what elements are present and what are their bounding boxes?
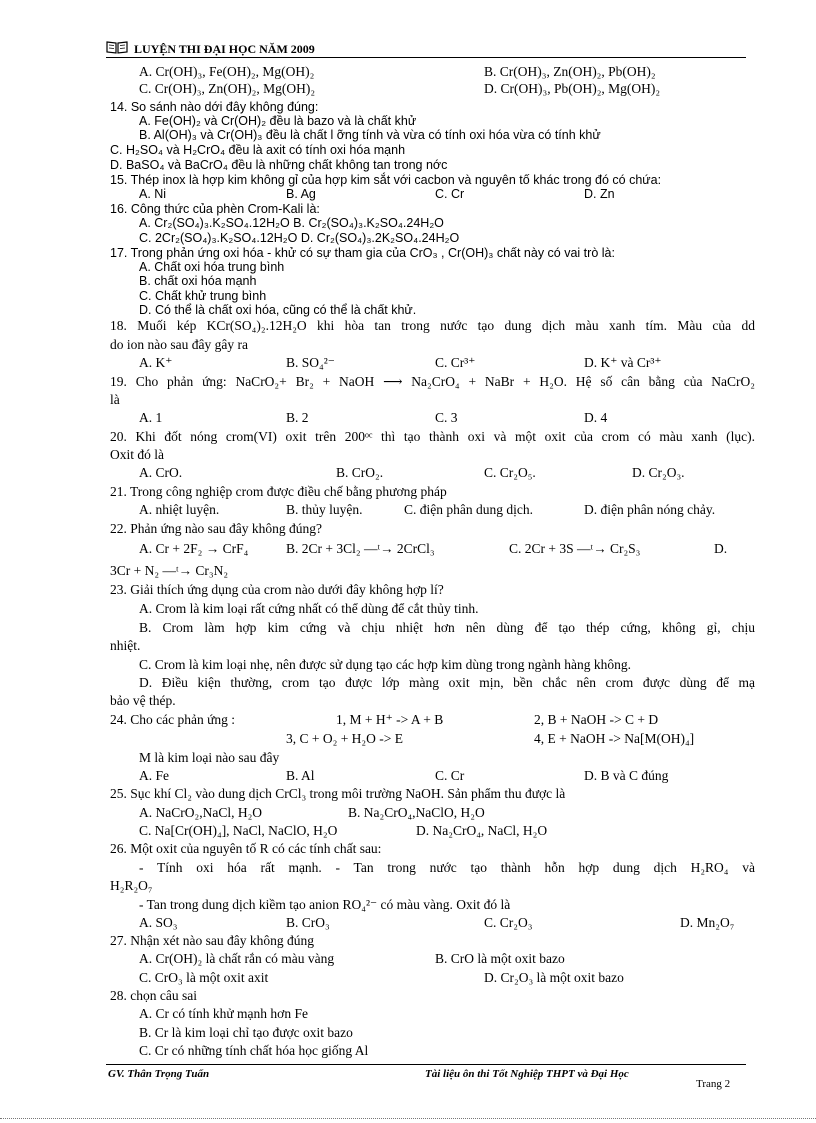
q26-option-d: D. Mn₂O₇ — [680, 915, 735, 930]
q18-option-b: B. SO₄²⁻ — [286, 355, 335, 370]
q26-property-2: - Tan trong dung dịch kiềm tạo anion RO₄²⁻ có màu vàng. Oxit đó là — [139, 897, 511, 912]
q22-option-b: B. 2Cr + 3Cl₂ —ᵗ→ 2CrCl₃ — [286, 541, 435, 556]
q21-option-a: A. nhiệt luyện. — [139, 502, 220, 517]
q26-property-1-line2: H₂R₂O₇ — [110, 878, 153, 893]
q23-option-c: C. Crom là kim loại nhẹ, nên được sử dụng tạo các hợp kim dùng trong ngành hàng không. — [139, 657, 631, 672]
q27-option-b: B. CrO là một oxit bazo — [435, 951, 565, 966]
q28-option-c: C. Cr có những tính chất hóa học giống Al — [139, 1043, 369, 1058]
q16-options-cd: C. 2Cr₂(SO₄)₃.K₂SO₄.12H₂O D. Cr₂(SO₄)₃.2K₂SO₄.24H₂O — [139, 231, 460, 245]
q26-property-1: - Tính oxi hóa rất mạnh. - Tan trong nước tạo thành hỗn hợp dung dịch H₂RO₄ và — [139, 860, 755, 875]
q24-reaction-3: 3, C + O₂ + H₂O -> E — [286, 731, 403, 746]
q14-option-d: D. BaSO₄ và BaCrO₄ đều là những chất không tan trong nớc — [110, 158, 448, 172]
header-rule — [106, 57, 746, 58]
q19-option-b: B. 2 — [286, 410, 309, 425]
q23-option-d-line2: bảo vệ thép. — [110, 693, 176, 708]
q20-option-c: C. Cr₂O₅. — [484, 465, 536, 480]
q22-option-d: 3Cr + N₂ —ᵗ→ Cr₃N₂ — [110, 563, 229, 578]
book-icon — [106, 40, 128, 58]
q24-reaction-1: 1, M + H⁺ -> A + B — [336, 712, 444, 727]
q17-option-c: C. Chất khử trung bình — [139, 289, 267, 303]
q19-option-d: D. 4 — [584, 410, 608, 425]
q15-option-a: A. Ni — [139, 187, 167, 201]
q20-stem-line2: Oxit đó là — [110, 447, 164, 462]
q17-option-b: B. chất oxi hóa mạnh — [139, 274, 257, 288]
q15-stem: 15. Thép inox là hợp kim không gỉ của hợp kim sắt với cacbon và nguyên tố khác trong đó có chứa: — [110, 173, 662, 187]
q27-option-c: C. CrO₃ là một oxit axit — [139, 970, 269, 985]
q24-reaction-4: 4, E + NaOH -> Na[M(OH)₄] — [534, 731, 695, 746]
q27-option-a: A. Cr(OH)₂ là chất rắn có màu vàng — [139, 951, 335, 966]
q13-option-d: D. Cr(OH)₃, Pb(OH)₂, Mg(OH)₂ — [484, 81, 661, 96]
q24-reaction-2: 2, B + NaOH -> C + D — [534, 712, 659, 727]
q18-option-c: C. Cr³⁺ — [435, 355, 476, 370]
q21-option-d: D. điện phân nóng chảy. — [584, 502, 716, 517]
q16-stem: 16. Công thức của phèn Crom-Kali là: — [110, 202, 320, 216]
q23-stem: 23. Giải thích ứng dụng của crom nào dưới đây không hợp lí? — [110, 582, 444, 597]
q27-option-d: D. Cr₂O₃ là một oxit bazo — [484, 970, 624, 985]
q23-option-b-line2: nhiệt. — [110, 638, 141, 653]
q17-stem: 17. Trong phản ứng oxi hóa - khử có sự tham gia của CrO₃ , Cr(OH)₃ chất này có vai trò là: — [110, 246, 615, 260]
q26-stem: 26. Một oxit của nguyên tố R có các tính chất sau: — [110, 841, 382, 856]
q22-option-c: C. 2Cr + 3S —ᵗ→ Cr₂S₃ — [509, 541, 641, 556]
q28-option-b: B. Cr là kim loại chỉ tạo được oxit bazo — [139, 1025, 353, 1040]
q28-option-a: A. Cr có tính khử mạnh hơn Fe — [139, 1006, 308, 1021]
q20-stem-line1: 20. Khi đốt nóng crom(VI) oxit trên 200ᵒᶜ thì tạo thành oxi và một oxit của crom có màu xanh (lục). — [110, 429, 755, 444]
q26-option-c: C. Cr₂O₃ — [484, 915, 533, 930]
q15-option-d: D. Zn — [584, 187, 615, 201]
q25-option-a: A. NaCrO₂,NaCl, H₂O — [139, 805, 263, 820]
q21-option-b: B. thủy luyện. — [286, 502, 363, 517]
footer-rule — [106, 1064, 746, 1065]
q26-option-b: B. CrO₃ — [286, 915, 330, 930]
q13-option-c: C. Cr(OH)₃, Zn(OH)₂, Mg(OH)₂ — [139, 81, 316, 96]
q27-stem: 27. Nhận xét nào sau đây không đúng — [110, 933, 314, 948]
q14-option-a: A. Fe(OH)₂ và Cr(OH)₂ đều là bazo và là chất khử — [139, 114, 417, 128]
q24-option-b: B. Al — [286, 768, 315, 783]
q15-option-b: B. Ag — [286, 187, 316, 201]
q13-option-a: A. Cr(OH)₃, Fe(OH)₂, Mg(OH)₂ — [139, 64, 315, 79]
q23-option-b-line1: B. Crom làm hợp kim cứng và chịu nhiệt hơn nên dùng để tạo thép cứng, không gỉ, chịu — [139, 620, 755, 635]
q20-option-d: D. Cr₂O₃. — [632, 465, 685, 480]
q28-stem: 28. chọn câu sai — [110, 988, 197, 1003]
q19-stem-line2: là — [110, 392, 120, 407]
q16-options-ab: A. Cr₂(SO₄)₃.K₂SO₄.12H₂O B. Cr₂(SO₄)₃.K₂SO₄.24H₂O — [139, 216, 444, 230]
q24-option-a: A. Fe — [139, 768, 169, 783]
q24-option-c: C. Cr — [435, 768, 465, 783]
q26-option-a: A. SO₃ — [139, 915, 178, 930]
q18-stem-line1: 18. Muối kép KCr(SO₄)₂.12H₂O khi hòa tan trong nước tạo dung dịch màu xanh tím. Màu của dd — [110, 318, 755, 333]
q18-option-d: D. K⁺ và Cr³⁺ — [584, 355, 662, 370]
q17-option-d: D. Có thể là chất oxi hóa, cũng có thể là chất khử. — [139, 303, 417, 317]
q20-option-a: A. CrO. — [139, 465, 183, 480]
footer-document: Tài liệu ôn thi Tốt Nghiệp THPT và Đại Học — [425, 1068, 629, 1080]
q21-stem: 21. Trong công nghiệp crom được điều chế bằng phương pháp — [110, 484, 447, 499]
q18-option-a: A. K⁺ — [139, 355, 173, 370]
page-bottom-border — [0, 1118, 816, 1119]
q19-stem-line1: 19. Cho phản ứng: NaCrO₂+ Br₂ + NaOH ⟶ Na₂CrO₄ + NaBr + H₂O. Hệ số cân bằng của NaCrO₂ — [110, 374, 755, 389]
q25-stem: 25. Sục khí Cl₂ vào dung dịch CrCl₃ trong môi trường NaOH. Sản phẩm thu được là — [110, 786, 566, 801]
page-header-title: LUYỆN THI ĐẠI HỌC NĂM 2009 — [134, 42, 315, 56]
page-number: Trang 2 — [696, 1078, 731, 1090]
footer-author: GV. Thân Trọng Tuấn — [108, 1068, 210, 1080]
q22-option-a: A. Cr + 2F₂ → CrF₄ — [139, 541, 249, 556]
q15-option-c: C. Cr — [435, 187, 465, 201]
q14-option-c: C. H₂SO₄ và H₂CrO₄ đều là axit có tính oxi hóa mạnh — [110, 143, 406, 157]
q18-stem-line2: do ion nào sau đây gây ra — [110, 337, 248, 352]
q22-option-d-label: D. — [714, 541, 728, 556]
q19-option-c: C. 3 — [435, 410, 458, 425]
q14-stem: 14. So sánh nào dới đây không đúng: — [110, 100, 319, 114]
q24-stem: 24. Cho các phản ứng : — [110, 712, 236, 727]
q23-option-a: A. Crom là kim loại rất cứng nhất có thể dùng để cắt thủy tinh. — [139, 601, 479, 616]
q25-option-d: D. Na₂CrO₄, NaCl, H₂O — [416, 823, 548, 838]
q21-option-c: C. điện phân dung dịch. — [404, 502, 533, 517]
q24-option-d: D. B và C đúng — [584, 768, 669, 783]
q14-option-b: B. Al(OH)₃ và Cr(OH)₃ đều là chất l ỡng tính và vừa có tính oxi hóa vừa có tính khử — [139, 128, 601, 142]
q19-option-a: A. 1 — [139, 410, 163, 425]
q25-option-c: C. Na[Cr(OH)₄], NaCl, NaClO, H₂O — [139, 823, 338, 838]
q25-option-b: B. Na₂CrO₄,NaClO, H₂O — [348, 805, 485, 820]
q23-option-d-line1: D. Điều kiện thường, crom tạo được lớp màng oxit mịn, bền chắc nên crom được dùng để mạ — [139, 675, 755, 690]
q24-stem-line2: M là kim loại nào sau đây — [139, 750, 280, 765]
q13-option-b: B. Cr(OH)₃, Zn(OH)₂, Pb(OH)₂ — [484, 64, 656, 79]
q22-stem: 22. Phản ứng nào sau đây không đúng? — [110, 521, 323, 536]
q17-option-a: A. Chất oxi hóa trung bình — [139, 260, 285, 274]
q20-option-b: B. CrO₂. — [336, 465, 384, 480]
